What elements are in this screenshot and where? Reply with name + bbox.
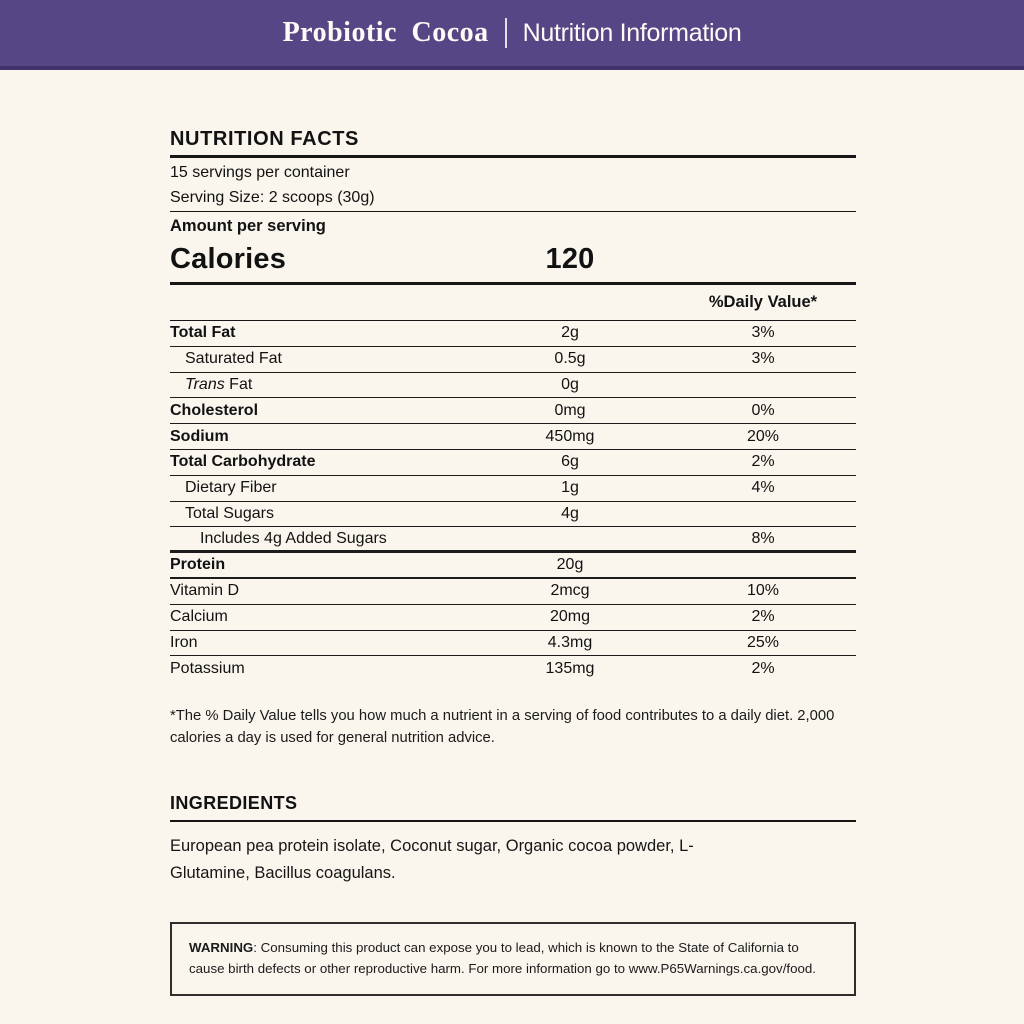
nutrient-name: Sodium [170, 427, 229, 445]
nutrient-amount: 1g [561, 479, 579, 497]
nutrient-amount: 135mg [545, 660, 595, 678]
nutrient-row [170, 476, 856, 502]
nutrient-row [170, 373, 856, 399]
nutrition-label-panel [170, 126, 856, 996]
nutrient-amount: 2g [561, 324, 579, 342]
nutrient-amount: 0mg [554, 401, 586, 419]
nutrient-row [170, 605, 856, 631]
ingredients-title: INGREDIENTS [170, 793, 856, 822]
warning-label: WARNING [189, 939, 254, 955]
warning-text: : Consuming this product can expose you to lead, which is known to the State of California to cause birth defects or other reproductive harm. For more information go to www.P65Warnings.ca.gov/food. [189, 939, 816, 977]
nutrient-amount: 4g [561, 504, 579, 522]
calories-label: Calories [170, 243, 287, 275]
divider-bar [505, 18, 507, 48]
nutrient-name: Iron [170, 633, 198, 651]
nutrient-name: Total Carbohydrate [170, 453, 316, 471]
nutrient-row [170, 527, 856, 553]
nutrient-daily-value: 3% [751, 350, 775, 368]
nutrition-facts-title: NUTRITION FACTS [170, 126, 856, 158]
nutrient-name: Dietary Fiber [185, 479, 277, 497]
calories-value: 120 [545, 243, 595, 275]
product-name: Probiotic Cocoa [282, 17, 489, 48]
page-title: Nutrition Information [522, 18, 742, 47]
nutrient-table [170, 321, 856, 682]
nutrient-amount: 0g [561, 375, 579, 393]
serving-size: Serving Size: 2 scoops (30g) [170, 185, 856, 212]
nutrient-row [170, 631, 856, 657]
nutrient-name: Total Sugars [185, 504, 274, 522]
nutrient-row [170, 321, 856, 347]
nutrient-row [170, 450, 856, 476]
nutrient-name: Protein [170, 556, 226, 574]
nutrient-amount: 2mcg [550, 582, 590, 600]
servings-per-container: 15 servings per container [170, 164, 350, 181]
nutrient-row [170, 656, 856, 682]
nutrient-amount: 20mg [549, 608, 591, 626]
nutrient-amount: 0.5g [554, 350, 586, 368]
nutrient-row [170, 424, 856, 450]
daily-value-header-row [170, 285, 856, 321]
nutrient-daily-value: 4% [751, 479, 775, 497]
ingredients-text: European pea protein isolate, Coconut sugar, Organic cocoa powder, L-Glutamine, Bacillus coagulans. [170, 837, 694, 883]
nutrient-name: Trans Fat [185, 375, 253, 393]
nutrient-daily-value: 2% [751, 660, 775, 678]
nutrient-amount: 20g [556, 556, 584, 574]
nutrient-amount: 450mg [545, 427, 595, 445]
nutrient-row [170, 553, 856, 579]
nutrient-name: Saturated Fat [185, 350, 282, 368]
nutrient-amount: 4.3mg [547, 633, 593, 651]
header-banner [0, 0, 1024, 70]
nutrient-row [170, 347, 856, 373]
nutrient-daily-value: 2% [751, 608, 775, 626]
nutrient-daily-value: 2% [751, 453, 775, 471]
nutrient-daily-value: 0% [751, 401, 775, 419]
daily-value-header: %Daily Value* [708, 293, 818, 311]
daily-value-footnote: *The % Daily Value tells you how much a nutrient in a serving of food contributes to a daily diet. 2,000 calories a day is used for general nutrition advice. [170, 708, 835, 746]
nutrient-name: Cholesterol [170, 401, 259, 419]
nutrient-row [170, 502, 856, 528]
nutrient-name: Includes 4g Added Sugars [200, 529, 387, 547]
nutrient-name: Vitamin D [170, 582, 240, 600]
nutrient-daily-value: 25% [746, 633, 780, 651]
nutrient-name: Potassium [170, 660, 245, 678]
prop65-warning-box [170, 922, 856, 996]
amount-per-serving-label: Amount per serving [170, 217, 326, 235]
nutrient-row [170, 398, 856, 424]
nutrient-daily-value: 10% [746, 582, 780, 600]
nutrient-name: Total Fat [170, 324, 236, 342]
nutrient-daily-value: 3% [751, 324, 775, 342]
nutrient-row [170, 579, 856, 605]
nutrient-daily-value: 20% [746, 427, 780, 445]
calories-row [170, 240, 856, 285]
nutrient-daily-value: 8% [751, 529, 775, 547]
nutrient-amount: 6g [561, 453, 579, 471]
nutrient-name: Calcium [170, 608, 228, 626]
